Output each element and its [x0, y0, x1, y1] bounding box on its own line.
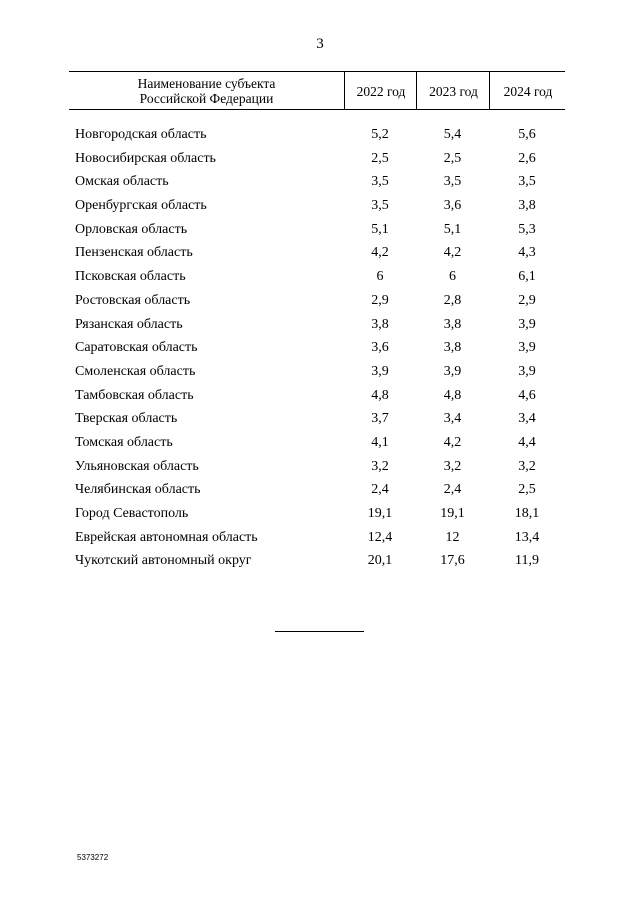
value-2022: 2,4 — [371, 482, 389, 498]
value-2023: 6 — [449, 269, 456, 285]
value-2023: 3,8 — [443, 340, 462, 356]
table-row — [69, 526, 565, 550]
value-2024: 2,9 — [518, 292, 536, 308]
value-2024: 2,6 — [518, 150, 536, 166]
value-2023: 12 — [445, 529, 460, 545]
value-2023: 3,2 — [443, 458, 462, 474]
region-name: Чукотский автономный округ — [75, 553, 252, 569]
table-row — [69, 194, 565, 218]
value-2024: 3,9 — [518, 340, 536, 356]
region-name: Пензенская область — [75, 245, 193, 261]
table-row — [69, 289, 565, 313]
value-2024: 3,8 — [518, 198, 536, 214]
table-row — [69, 407, 565, 431]
table-row — [69, 384, 565, 408]
header-year-2022: 2022 год — [344, 72, 417, 109]
value-2022: 3,6 — [371, 340, 389, 356]
value-2023: 3,9 — [443, 363, 462, 379]
table-row — [69, 336, 565, 360]
value-2022: 3,2 — [371, 458, 389, 474]
table-row — [69, 502, 565, 526]
value-2024: 11,9 — [515, 553, 539, 569]
table-row — [69, 123, 565, 147]
value-2023: 4,2 — [443, 245, 462, 261]
region-name: Новосибирская область — [75, 150, 216, 166]
value-2024: 3,4 — [518, 411, 536, 427]
value-2022: 3,5 — [371, 174, 389, 190]
region-name: Орловская область — [75, 221, 188, 237]
value-2023: 2,8 — [443, 292, 462, 308]
value-2023: 19,1 — [440, 506, 465, 521]
table-row — [69, 478, 565, 502]
header-subject-name — [69, 72, 344, 109]
value-2024: 2,5 — [518, 482, 536, 498]
header-subject-name-line2: Российской Федерации — [139, 90, 274, 106]
region-name: Новгородская область — [75, 127, 207, 142]
value-2024: 4,4 — [518, 434, 536, 450]
table-row — [69, 170, 565, 194]
region-name: Еврейская автономная область — [75, 529, 258, 545]
value-2024: 4,6 — [518, 387, 536, 403]
value-2022: 4,2 — [371, 245, 389, 261]
region-name: Омская область — [75, 174, 169, 190]
table-row — [69, 431, 565, 455]
value-2022: 3,7 — [371, 411, 389, 427]
value-2024: 3,9 — [518, 316, 536, 332]
value-2024: 4,3 — [518, 245, 536, 261]
region-name: Тверская область — [75, 411, 178, 427]
value-2024: 6,1 — [518, 269, 536, 285]
value-2022: 6 — [376, 269, 384, 285]
table-row — [69, 549, 565, 573]
value-2024: 13,4 — [514, 529, 540, 545]
header-subject-name-line1: Наименование субъекта — [137, 75, 276, 91]
table-row — [69, 218, 565, 242]
value-2024: 3,5 — [518, 174, 536, 190]
region-name: Псковская область — [75, 269, 186, 285]
value-2022: 20,1 — [367, 553, 393, 569]
value-2022: 3,5 — [371, 198, 389, 214]
value-2023: 17,6 — [440, 553, 465, 569]
value-2022: 4,8 — [371, 387, 389, 403]
region-name: Оренбургская область — [75, 198, 207, 214]
value-2023: 3,5 — [443, 174, 462, 190]
end-of-table-separator — [275, 631, 364, 632]
value-2023: 4,2 — [443, 434, 462, 450]
value-2024: 18,1 — [514, 506, 540, 521]
table-header — [69, 71, 565, 110]
region-name: Челябинская область — [75, 482, 201, 498]
region-name: Ульяновская область — [75, 458, 199, 474]
value-2022: 2,9 — [371, 292, 389, 308]
value-2024: 3,2 — [518, 458, 536, 474]
value-2023: 3,8 — [443, 316, 462, 332]
header-year-2024: 2024 год — [489, 72, 566, 109]
region-name: Томская область — [75, 434, 173, 450]
value-2024: 5,3 — [518, 221, 536, 237]
table-row — [69, 265, 565, 289]
region-name: Тамбовская область — [75, 387, 194, 403]
value-2022: 19,1 — [367, 506, 393, 521]
value-2023: 4,8 — [443, 387, 462, 403]
value-2023: 2,4 — [443, 482, 462, 498]
value-2022: 12,4 — [367, 529, 393, 545]
page-number: 3 — [316, 36, 324, 52]
value-2024: 5,6 — [518, 127, 536, 142]
table-row — [69, 241, 565, 265]
table-row — [69, 313, 565, 337]
value-2022: 3,9 — [371, 363, 389, 379]
value-2023: 5,4 — [443, 127, 462, 142]
value-2022: 5,1 — [371, 221, 389, 237]
value-2022: 4,1 — [371, 434, 389, 450]
table-row — [69, 147, 565, 171]
value-2023: 3,6 — [443, 198, 462, 214]
document-code: 5373272 — [77, 853, 109, 862]
table-row — [69, 455, 565, 479]
region-name: Ростовская область — [75, 292, 191, 308]
value-2023: 5,1 — [443, 221, 462, 237]
region-name: Город Севастополь — [75, 506, 189, 521]
value-2023: 2,5 — [443, 150, 462, 166]
table-row — [69, 360, 565, 384]
region-name: Саратовская область — [75, 340, 198, 356]
table-body — [69, 123, 565, 573]
value-2022: 2,5 — [371, 150, 389, 166]
value-2022: 3,8 — [371, 316, 389, 332]
region-name: Рязанская область — [75, 316, 183, 332]
value-2022: 5,2 — [371, 127, 389, 142]
value-2023: 3,4 — [443, 411, 462, 427]
header-year-2023: 2023 год — [416, 72, 490, 109]
region-name: Смоленская область — [75, 363, 196, 379]
value-2024: 3,9 — [518, 363, 536, 379]
